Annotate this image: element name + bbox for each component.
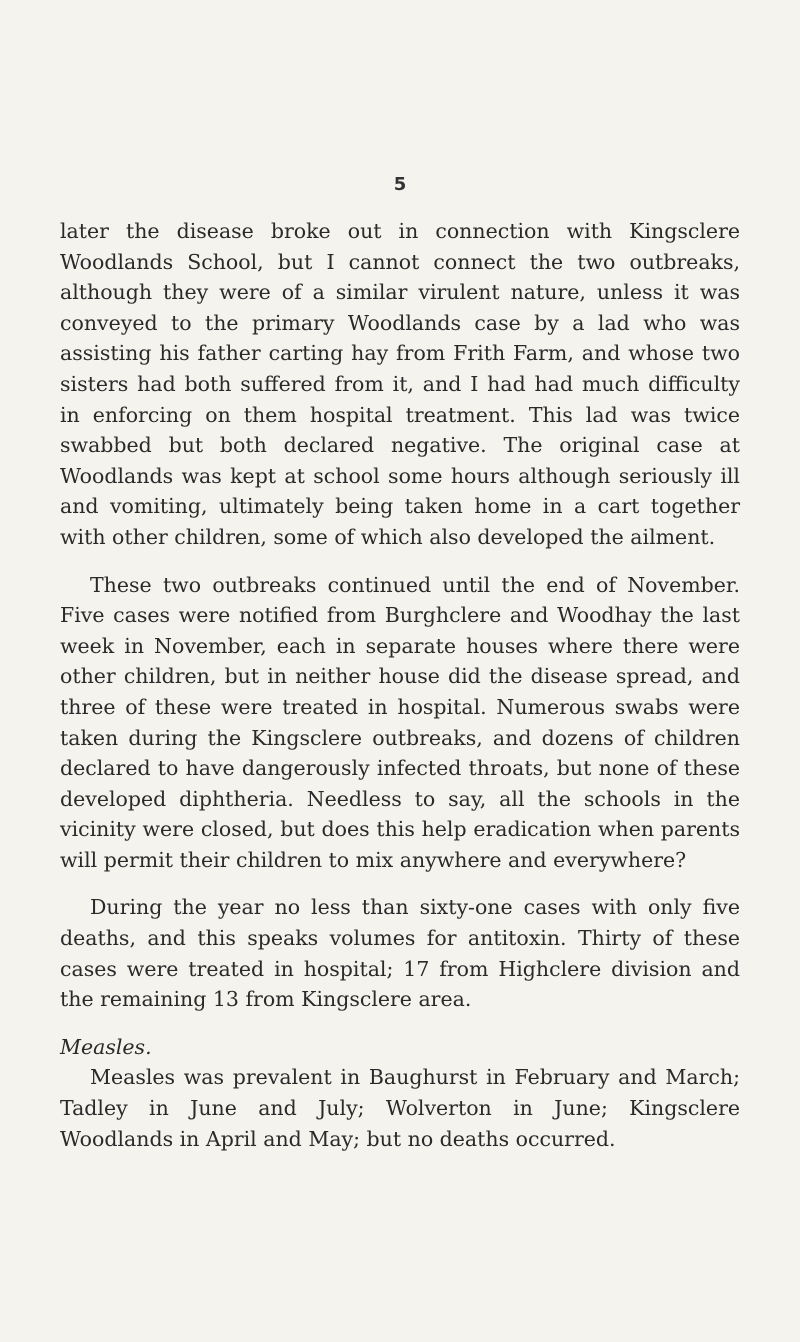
paragraph-3: During the year no less than sixty-one cases with only five deaths, and this speaks volumes for antitoxin. Thirty of these cases were treated in hospital; 17 from Highclere division and the remaining 13 from Kingsclere area.: [60, 895, 740, 1012]
section-heading-measles: Measles.: [60, 1034, 152, 1059]
paragraph-2: These two outbreaks continued until the end of November. Five cases were notified from Burghclere and Woodhay the last week in November, each in separate houses where there were other children, but in neither house did the disease spread, and three of these were treated in hospital. Numerous swabs were taken during the Kingsclere outbreaks, and dozens of children declared to have dangerously infected throats, but none of these developed diphtheria. Needless to say, all the schools in the vicinity were closed, but does this help eradication when parents will permit their children to mix anywhere and everywhere?: [60, 572, 740, 872]
paragraph-1: later the disease broke out in connection with Kingsclere Woodlands School, but I cannot connect the two outbreaks, although they were of a similar virulent nature, unless it was conveyed to the primary Woodlands case by a lad who was assisting his father carting hay from Frith Farm, and whose two sisters had both suffered from it, and I had had much difficulty in enforcing on them hospital treatment. This lad was twice swabbed but both declared negative. The original case at Woodlands was kept at school some hours although seriously ill and vomiting, ultimately being taken home in a cart together with other children, some of which also developed the ailment.: [60, 219, 740, 549]
measles-paragraph: Measles was prevalent in Baughurst in February and March; Tadley in June and July; Wolverton in June; Kingsclere Woodlands in April and May; but no deaths occurred.: [60, 1065, 740, 1151]
body-text: [60, 216, 740, 1154]
page-number: 5: [393, 174, 407, 195]
